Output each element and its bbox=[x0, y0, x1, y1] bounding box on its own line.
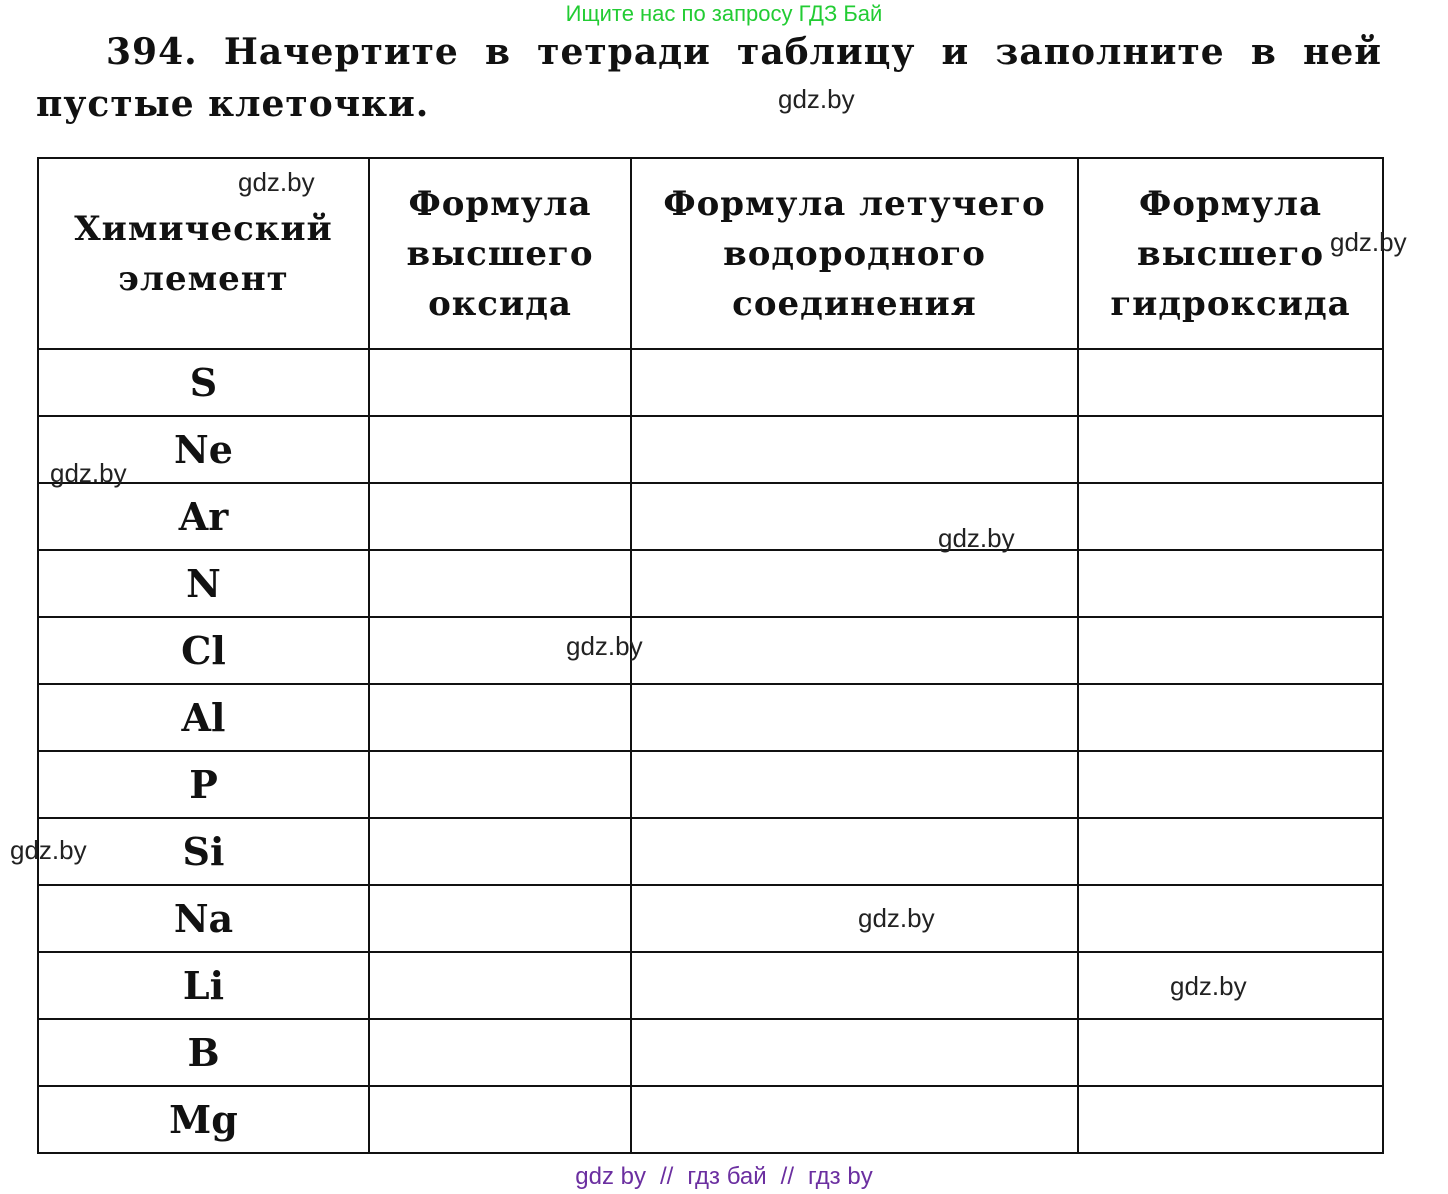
watermark: gdz.by bbox=[50, 458, 127, 488]
hydroxide-cell bbox=[1078, 617, 1383, 684]
element-symbol: Cl bbox=[38, 617, 369, 684]
watermark: gdz.by bbox=[566, 631, 643, 661]
hydrogen-compound-cell bbox=[631, 1019, 1078, 1086]
element-symbol: Na bbox=[38, 885, 369, 952]
hydroxide-cell bbox=[1078, 483, 1383, 550]
hydroxide-cell bbox=[1078, 684, 1383, 751]
watermark: gdz.by bbox=[10, 835, 87, 865]
watermark: gdz.by bbox=[778, 84, 855, 114]
hydroxide-cell bbox=[1078, 550, 1383, 617]
oxide-cell bbox=[369, 952, 631, 1019]
table-row bbox=[38, 550, 1383, 617]
header-line: Формула летучего bbox=[663, 183, 1046, 224]
footer-link[interactable]: gdz by bbox=[575, 1163, 646, 1190]
table-row bbox=[38, 483, 1383, 550]
top-banner[interactable]: Ищите нас по запросу ГДЗ Бай bbox=[565, 1, 883, 26]
footer-links bbox=[0, 1160, 1448, 1194]
table-row bbox=[38, 1019, 1383, 1086]
element-symbol: B bbox=[38, 1019, 369, 1086]
oxide-cell bbox=[369, 483, 631, 550]
task-text: Начертите в тетради таблицу и заполните в ней пустые клеточки. bbox=[36, 31, 1382, 125]
element-symbol: Li bbox=[38, 952, 369, 1019]
watermark: gdz.by bbox=[238, 167, 315, 197]
element-symbol: Si bbox=[38, 818, 369, 885]
element-symbol: N bbox=[38, 550, 369, 617]
task-statement bbox=[36, 26, 1382, 130]
hydroxide-cell bbox=[1078, 1019, 1383, 1086]
footer-link[interactable]: гдз by bbox=[808, 1163, 873, 1190]
header-line: Формула bbox=[408, 183, 592, 224]
hydrogen-compound-cell bbox=[631, 684, 1078, 751]
hydroxide-cell bbox=[1078, 885, 1383, 952]
element-symbol: Mg bbox=[38, 1086, 369, 1153]
header-cell-oxide bbox=[369, 158, 631, 349]
hydrogen-compound-cell bbox=[631, 952, 1078, 1019]
header-line: Химический bbox=[74, 208, 333, 249]
table-row bbox=[38, 1086, 1383, 1153]
hydroxide-cell bbox=[1078, 751, 1383, 818]
oxide-cell bbox=[369, 751, 631, 818]
element-symbol: Ar bbox=[38, 483, 369, 550]
hydrogen-compound-cell bbox=[631, 550, 1078, 617]
element-symbol: P bbox=[38, 751, 369, 818]
element-symbol: S bbox=[38, 349, 369, 416]
hydrogen-compound-cell bbox=[631, 416, 1078, 483]
header-line: высшего bbox=[1136, 233, 1325, 274]
header-line: Формула bbox=[1138, 183, 1322, 224]
hydrogen-compound-cell bbox=[631, 885, 1078, 952]
hydroxide-cell bbox=[1078, 416, 1383, 483]
hydrogen-compound-cell bbox=[631, 1086, 1078, 1153]
watermark: gdz.by bbox=[858, 903, 935, 933]
oxide-cell bbox=[369, 1086, 631, 1153]
footer-link[interactable]: гдз бай bbox=[687, 1163, 767, 1190]
header-line: элемент bbox=[118, 258, 289, 299]
hydroxide-cell bbox=[1078, 818, 1383, 885]
table-row bbox=[38, 885, 1383, 952]
footer-separator: // bbox=[780, 1163, 794, 1190]
watermark: gdz.by bbox=[1170, 971, 1247, 1001]
table-row bbox=[38, 751, 1383, 818]
header-cell-element bbox=[38, 158, 369, 349]
header-line: гидроксида bbox=[1110, 283, 1351, 324]
hydrogen-compound-cell bbox=[631, 349, 1078, 416]
header-cell-hydrogen-compound bbox=[631, 158, 1078, 349]
oxide-cell bbox=[369, 885, 631, 952]
table-row bbox=[38, 416, 1383, 483]
hydrogen-compound-cell bbox=[631, 818, 1078, 885]
hydrogen-compound-cell bbox=[631, 617, 1078, 684]
header-line: соединения bbox=[732, 283, 977, 324]
oxide-cell bbox=[369, 684, 631, 751]
watermark: gdz.by bbox=[1330, 227, 1407, 257]
header-line: водородного bbox=[723, 233, 986, 274]
table-row bbox=[38, 349, 1383, 416]
element-symbol: Ne bbox=[38, 416, 369, 483]
oxide-cell bbox=[369, 550, 631, 617]
watermark: gdz.by bbox=[938, 523, 1015, 553]
hydrogen-compound-cell bbox=[631, 751, 1078, 818]
oxide-cell bbox=[369, 1019, 631, 1086]
element-symbol: Al bbox=[38, 684, 369, 751]
header-line: оксида bbox=[428, 283, 572, 324]
hydroxide-cell bbox=[1078, 349, 1383, 416]
oxide-cell bbox=[369, 416, 631, 483]
footer-separator: // bbox=[660, 1163, 674, 1190]
task-number: 394. bbox=[106, 31, 198, 73]
header-line: высшего bbox=[406, 233, 594, 274]
oxide-cell bbox=[369, 349, 631, 416]
hydroxide-cell bbox=[1078, 1086, 1383, 1153]
oxide-cell bbox=[369, 818, 631, 885]
table-row bbox=[38, 684, 1383, 751]
table-row bbox=[38, 617, 1383, 684]
elements-table bbox=[37, 157, 1384, 1154]
table-row bbox=[38, 818, 1383, 885]
